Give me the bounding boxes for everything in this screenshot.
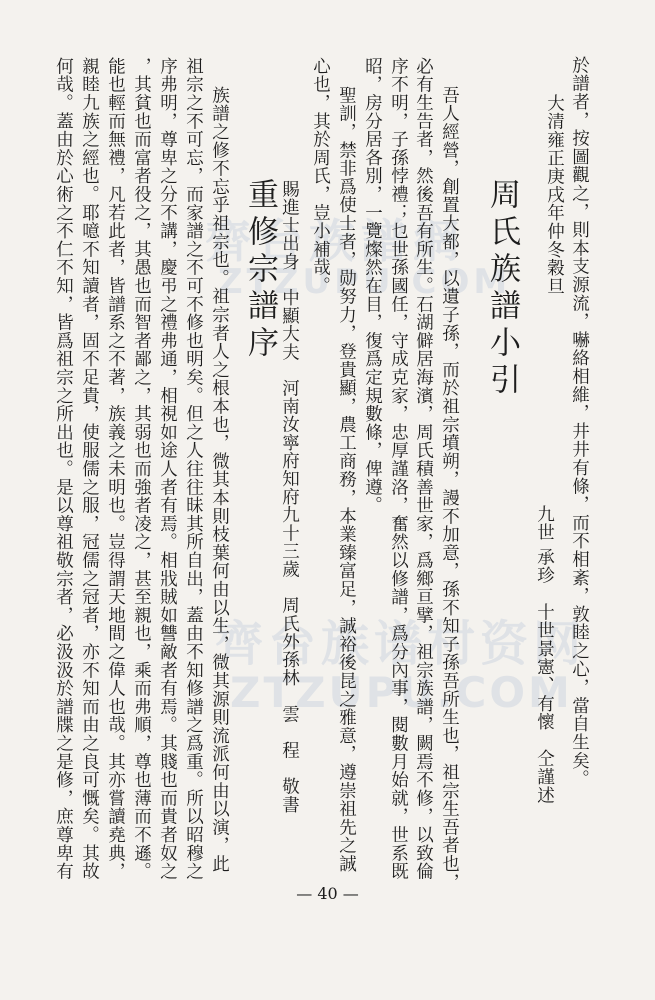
text-column: 聖訓，禁非爲使士者，勋努力，登貴顯，農工商務，本業臻富足，誠裕後昆之雅意，遵崇祖先之誠: [336, 86, 357, 873]
page-number: — 40 —: [296, 884, 359, 903]
text-column: 心也，其於周氏，豈小補哉。: [310, 57, 331, 295]
text-column: 祖宗之不可忘，而家譜之不可不修也明矣。但之人往往昧其所自出，蓋由不知修譜之爲重。所以昭穆之: [183, 57, 204, 881]
text-column: 序弗明，尊卑之分不講，慶弔之禮弗通，相視如途人者有焉。相戕賊如讐敵者有焉。其賤也而貴者奴之: [157, 57, 178, 881]
date-line: 大清雍正庚戌年仲冬穀旦: [544, 94, 565, 296]
text-column: 親睦九族之經也。耶噫不知讀者，固不足貴，使服儒之服，冠儒之冠者，亦不知而由之良可慨矣。其故: [79, 57, 100, 881]
section-title-revision: 重修宗譜序: [242, 178, 278, 363]
text-column: ，其貧也而富者役之，其愚也而智者鄙之，其弱也而強者凌之，甚至親也，乘而弗順，尊也薄而不遜。: [131, 57, 152, 881]
text-column: 昭，房分居各別，一覽燦然在目，復爲定規數條，俾遵。: [362, 57, 383, 515]
text-column: 必有生告者，然後吾有所生。石湖僻居海濱，周氏積善世家，爲鄉亘擘，祖宗族譜，闕焉不修，以致倫: [413, 57, 434, 881]
text-column: 族譜之修不忘乎祖宗也。祖宗者人之根本也，微其本則枝葉何由以生，微其源則流派何由以演，此: [209, 86, 230, 873]
watermark-url-bottom: ZTZUPU.COM: [230, 668, 573, 717]
text-column: 序不明，子孫悖禮；乜世孫國任，守成克家，忠厚謹洛，奮然以修譜，爲分內事，閱數月始就，世系既: [388, 57, 409, 881]
watermark-text-top: 齊台族譜網: [205, 214, 465, 268]
text-column: 於譜者，按圖觀之，則本支源流，嚇絡相維，井井有條，而不相紊，敦睦之心，當自生矣。: [569, 56, 590, 788]
author-line: 九世 承珍 十世景憲、有懷 仝謹述: [534, 505, 555, 805]
watermark-url-top: ZTZUPU.COM: [218, 262, 512, 302]
section-title-preface: 周氏族譜小引: [484, 178, 520, 400]
text-column: 能也輕而無禮，凡若此者，皆譜系之不著，族義之未明也。豈得謂天地間之偉人也哉。其亦嘗讀堯典，: [105, 57, 126, 881]
watermark-text-bottom: 齊台族谱村资网: [215, 616, 587, 672]
text-column: 何哉。蓋由於心術之不仁不知，皆爲祖宗之所出也。是以尊祖敬宗者，必汲汲於譜牒之是修，庶尊卑有: [53, 57, 74, 881]
signature-line: 賜進士出身 中顯大夫 河南汝寧府知府九十三歲 周氏外孫林 雲 程 敬書: [279, 180, 300, 814]
text-column: 吾人經營，創置大都，以遺子孫，而於祖宗墳朔，謾不加意，孫不知子孫吾所生也，祖宗生吾者也，: [439, 86, 460, 892]
